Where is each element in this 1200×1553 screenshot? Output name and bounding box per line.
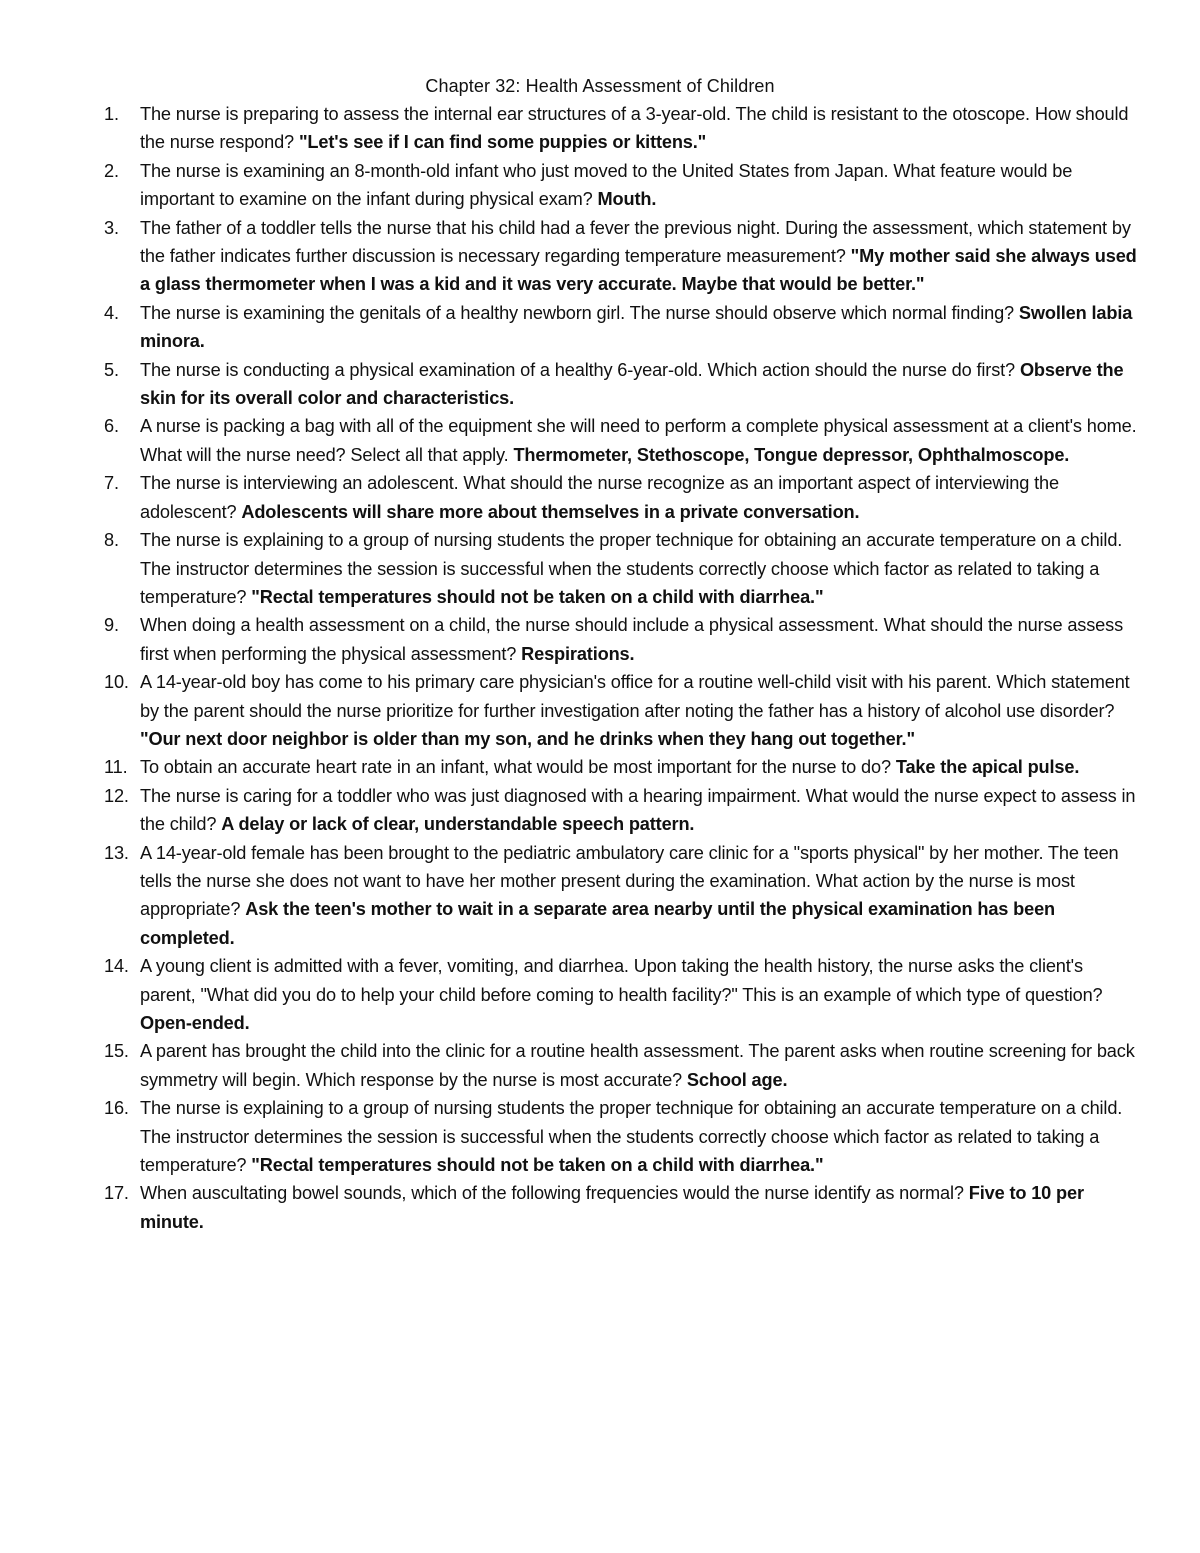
question-text: The nurse is explaining to a group of nursing students the proper technique for obtaining an accurate temperature on a child. The instructor determines the session is successful when the students correctly choose which factor as related to taking a temperature? bbox=[140, 530, 1123, 607]
question-text: The nurse is explaining to a group of nursing students the proper technique for obtaining an accurate temperature on a child. The instructor determines the session is successful when the students correctly choose which factor as related to taking a temperature? bbox=[140, 1098, 1123, 1176]
item-number: 2. bbox=[104, 160, 119, 181]
question-text: The nurse is preparing to assess the internal ear structures of a 3-year-old. The child is resistant to the otoscope. How should the nurse respond? bbox=[140, 104, 1129, 153]
list-item bbox=[104, 1037, 1140, 1094]
item-number: 11. bbox=[104, 757, 128, 778]
question-text: The nurse is examining an 8-month-old infant who just moved to the United States from Japan. What feature would be important to examine on the infant during physical exam? bbox=[140, 160, 1073, 210]
answer-text: Swollen labia minora. bbox=[140, 302, 1133, 352]
answer-text: Take the apical pulse. bbox=[895, 757, 1080, 778]
answer-text: Five to 10 per minute. bbox=[140, 1183, 1084, 1232]
answer-text: School age. bbox=[686, 1069, 788, 1090]
list-item bbox=[104, 782, 1140, 839]
list-item bbox=[104, 839, 1140, 953]
question-text: A nurse is packing a bag with all of the equipment she will need to perform a complete physical assessment at a client's home. What will the nurse need? Select all that apply. bbox=[140, 416, 1137, 465]
answer-text: "Rectal temperatures should not be taken on a child with diarrhea." bbox=[251, 1155, 824, 1176]
item-number: 3. bbox=[104, 217, 119, 238]
list-item bbox=[104, 412, 1140, 469]
list-item bbox=[104, 526, 1140, 611]
list-item bbox=[104, 611, 1140, 668]
list-item bbox=[104, 753, 1140, 781]
answer-text: "Our next door neighbor is older than my son, and he drinks when they hang out together." bbox=[140, 728, 915, 749]
item-number: 14. bbox=[104, 956, 129, 977]
answer-text: "My mother said she always used a glass thermometer when I was a kid and it was very accurate. Maybe that would be better." bbox=[140, 246, 1137, 295]
question-text: The nurse is caring for a toddler who was just diagnosed with a hearing impairment. What would the nurse expect to assess in the child? bbox=[140, 785, 1136, 835]
answer-text: Respirations. bbox=[521, 643, 635, 664]
list-item bbox=[104, 668, 1140, 753]
list-item bbox=[104, 1179, 1140, 1236]
question-text: The nurse is examining the genitals of a healthy newborn girl. The nurse should observe which normal finding? bbox=[140, 302, 1015, 323]
question-text: A young client is admitted with a fever, vomiting, and diarrhea. Upon taking the health history, the nurse asks the client's parent, "What did you do to help your child before coming to health facility?" This is an example of which type of question? bbox=[140, 956, 1103, 1005]
item-number: 13. bbox=[104, 842, 129, 863]
question-text: The nurse is conducting a physical examination of a healthy 6-year-old. Which action should the nurse do first? bbox=[140, 359, 1016, 380]
answer-text: Ask the teen's mother to wait in a separate area nearby until the physical examination has been completed. bbox=[140, 899, 1056, 948]
item-number: 1. bbox=[104, 104, 119, 124]
answer-text: A delay or lack of clear, understandable speech pattern. bbox=[221, 814, 695, 835]
question-text: To obtain an accurate heart rate in an infant, what would be most important for the nurse to do? bbox=[140, 757, 891, 778]
item-number: 12. bbox=[104, 785, 129, 806]
question-text: The father of a toddler tells the nurse that his child had a fever the previous night. During the assessment, which statement by the father indicates further discussion is necessary regarding temperature measurement? bbox=[140, 217, 1131, 267]
answer-text: "Let's see if I can find some puppies or kittens." bbox=[298, 132, 707, 153]
answer-text: Thermometer, Stethoscope, Tongue depressor, Ophthalmoscope. bbox=[513, 444, 1070, 465]
item-number: 16. bbox=[104, 1098, 129, 1119]
item-number: 4. bbox=[104, 302, 119, 323]
page-title: Chapter 32: Health Assessment of Children bbox=[425, 76, 775, 96]
list-item bbox=[104, 1094, 1140, 1179]
item-number: 7. bbox=[104, 473, 119, 494]
question-text: A 14-year-old female has been brought to the pediatric ambulatory care clinic for a "sports physical" by her mother. The teen tells the nurse she does not want to have her mother present during the examination. What action by the nurse is most appropriate? bbox=[140, 842, 1119, 920]
list-item bbox=[104, 214, 1140, 299]
question-list bbox=[104, 100, 1140, 1236]
list-item bbox=[104, 299, 1140, 356]
question-text: When auscultating bowel sounds, which of the following frequencies would the nurse identify as normal? bbox=[140, 1183, 964, 1204]
item-number: 15. bbox=[104, 1041, 129, 1062]
item-number: 9. bbox=[104, 615, 119, 636]
question-text: A 14-year-old boy has come to his primary care physician's office for a routine well-child visit with his parent. Which statement by the parent should the nurse prioritize for further investigation after noting the father has a history of alcohol use disorder? bbox=[140, 672, 1130, 721]
answer-text: Adolescents will share more about themselves in a private conversation. bbox=[241, 501, 860, 522]
answer-text: Open-ended. bbox=[140, 1013, 250, 1033]
list-item bbox=[104, 469, 1140, 526]
question-text: A parent has brought the child into the clinic for a routine health assessment. The parent asks when routine screening for back symmetry will begin. Which response by the nurse is most accurate? bbox=[140, 1041, 1135, 1090]
answer-text: Mouth. bbox=[597, 189, 657, 210]
question-text: The nurse is interviewing an adolescent. What should the nurse recognize as an important aspect of interviewing the adolescent? bbox=[140, 473, 1059, 522]
question-text: When doing a health assessment on a child, the nurse should include a physical assessment. What should the nurse assess first when performing the physical assessment? bbox=[140, 615, 1124, 664]
item-number: 17. bbox=[104, 1183, 129, 1204]
item-number: 6. bbox=[104, 416, 119, 437]
item-number: 5. bbox=[104, 359, 119, 380]
answer-text: Observe the skin for its overall color and characteristics. bbox=[140, 359, 1124, 409]
list-item bbox=[104, 356, 1140, 413]
answer-text: "Rectal temperatures should not be taken on a child with diarrhea." bbox=[251, 586, 824, 607]
list-item bbox=[104, 952, 1140, 1037]
list-item bbox=[104, 100, 1140, 157]
list-item bbox=[104, 157, 1140, 214]
item-number: 8. bbox=[104, 530, 119, 551]
item-number: 10. bbox=[104, 672, 129, 693]
